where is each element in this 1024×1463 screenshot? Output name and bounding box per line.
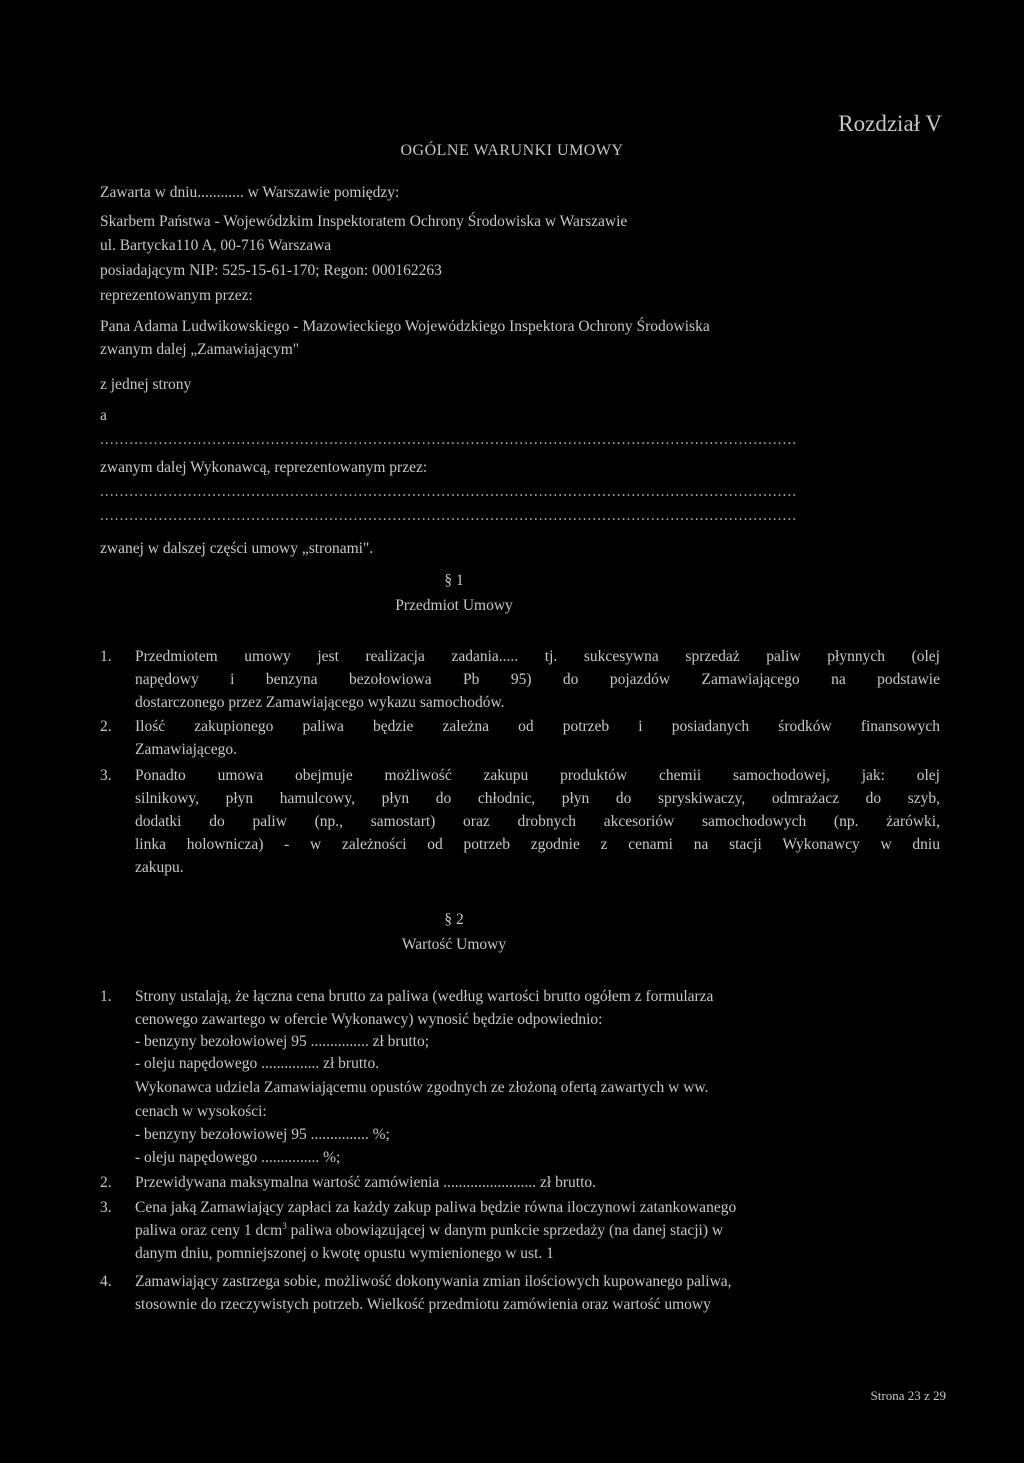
section-2-item-4 — [100, 1272, 940, 1314]
item-number: 1. — [100, 988, 112, 1005]
intro-line-11: zwanej w dalszej części umowy „stronami". — [100, 540, 374, 557]
section-2-heading: Wartość Umowy — [401, 936, 507, 953]
item-line: - benzyny bezołowiowej 95 ............... zł brutto; — [135, 1033, 430, 1050]
item-line: - oleju napędowego ............... zł brutto. — [135, 1055, 380, 1072]
intro-line-5: reprezentowanym przez: — [100, 287, 253, 304]
document-title: OGÓLNE WARUNKI UMOWY — [400, 142, 624, 159]
item-line: danym dniu, pomniejszonej o kwotę opustu wymienionego w ust. 1 — [135, 1245, 554, 1262]
section-2-item-1 — [100, 987, 940, 1172]
section-1-sign: § 1 — [444, 572, 464, 589]
intro-line-3: ul. Bartycka110 A, 00-716 Warszawa — [100, 237, 332, 254]
item-line: Ponadto umowa obejmuje możliwość zakupu produktów chemii samochodowej, jak: olej — [135, 767, 940, 784]
section-1-item-3 — [100, 766, 940, 876]
item-line: dostarczonego przez Zamawiającego wykazu samochodów. — [135, 694, 505, 711]
intro-line-7: zwanym dalej „Zamawiającym" — [100, 341, 300, 358]
item-line: stosownie do rzeczywistych potrzeb. Wielkość przedmiotu zamówienia oraz wartość umowy — [135, 1296, 711, 1313]
item-line: Strony ustalają, że łączna cena brutto za paliwa (według wartości brutto ogółem z formularza — [135, 988, 714, 1005]
superscript: 3 — [282, 1220, 287, 1231]
dotted-line-1: ............................................................................................................................................... — [100, 431, 798, 448]
item-number: 1. — [100, 648, 112, 665]
item-line: linka holownicza) - w zależności od potrzeb zgodnie z cenami na stacji Wykonawcy w dniu — [135, 836, 940, 853]
dotted-line-2: ............................................................................................................................................... — [100, 483, 798, 500]
section-2-sign: § 2 — [444, 911, 464, 928]
line-part: paliwa obowiązującej w danym punkcie sprzedaży (na danej stacji) w — [286, 1222, 724, 1239]
intro-line-1: Zawarta w dniu............ w Warszawie pomiędzy: — [100, 184, 400, 201]
section-1-item-1 — [100, 647, 940, 711]
item-line: dodatki do paliw (np., samostart) oraz drobnych akcesoriów samochodowych (np. żarówki, — [135, 813, 940, 830]
item-line: Ilość zakupionego paliwa będzie zależna od potrzeb i posiadanych środków finansowych — [135, 718, 940, 735]
intro-line-2: Skarbem Państwa - Wojewódzkim Inspektoratem Ochrony Środowiska w Warszawie — [100, 213, 628, 230]
item-line: Zamawiającego. — [135, 741, 237, 758]
intro-line-8: z jednej strony — [100, 376, 192, 393]
item-line: Cena jaką Zamawiający zapłaci za każdy zakup paliwa będzie równa iloczynowi zatankowanego — [135, 1199, 737, 1216]
item-line: Przedmiotem umowy jest realizacja zadania..... tj. sukcesywna sprzedaż paliw płynnych (olej — [135, 648, 940, 665]
item-number: 3. — [100, 1199, 112, 1216]
intro-line-6: Pana Adama Ludwikowskiego - Mazowieckiego Wojewódzkiego Inspektora Ochrony Środowiska — [100, 318, 710, 335]
item-line: Wykonawca udziela Zamawiającemu opustów zgodnych ze złożoną ofertą zawartych w ww. — [135, 1079, 709, 1096]
item-line: - oleju napędowego ............... %; — [135, 1149, 341, 1166]
item-line: Przewidywana maksymalna wartość zamówienia ........................ zł brutto. — [135, 1174, 597, 1191]
intro-line-4: posiadającym NIP: 525-15-61-170; Regon: 000162263 — [100, 262, 442, 279]
page-number: Strona 23 z 29 — [870, 1388, 946, 1403]
item-line: zakupu. — [135, 859, 184, 876]
line-part: paliwa oraz ceny 1 dcm — [135, 1222, 283, 1239]
item-line: silnikowy, płyn hamulcowy, płyn do chłodnic, płyn do spryskiwaczy, odmrażacz do szyb, — [135, 790, 940, 807]
item-number: 3. — [100, 767, 112, 784]
item-line: cenowego zawartego w ofercie Wykonawcy) wynosić będzie odpowiednio: — [135, 1011, 603, 1028]
item-number: 2. — [100, 1174, 112, 1191]
section-2-item-2 — [100, 1173, 940, 1193]
item-line: Zamawiający zastrzega sobie, możliwość dokonywania zmian ilościowych kupowanego paliwa, — [135, 1273, 732, 1290]
intro-line-9: a — [100, 407, 107, 424]
item-number: 2. — [100, 718, 112, 735]
dotted-line-3: ............................................................................................................................................... — [100, 507, 798, 524]
section-1-item-2 — [100, 717, 940, 757]
item-line: napędowy i benzyna bezołowiowa Pb 95) do pojazdów Zamawiającego na podstawie — [135, 671, 940, 688]
section-1-heading: Przedmiot Umowy — [395, 597, 513, 614]
item-number: 4. — [100, 1273, 112, 1290]
item-line: - benzyny bezołowiowej 95 ............... %; — [135, 1126, 390, 1143]
item-line — [135, 1221, 723, 1240]
item-line: cenach w wysokości: — [135, 1103, 267, 1120]
intro-line-10: zwanym dalej Wykonawcą, reprezentowanym przez: — [100, 459, 428, 476]
chapter-label: Rozdział V — [838, 111, 942, 136]
section-2-item-3 — [100, 1198, 940, 1263]
